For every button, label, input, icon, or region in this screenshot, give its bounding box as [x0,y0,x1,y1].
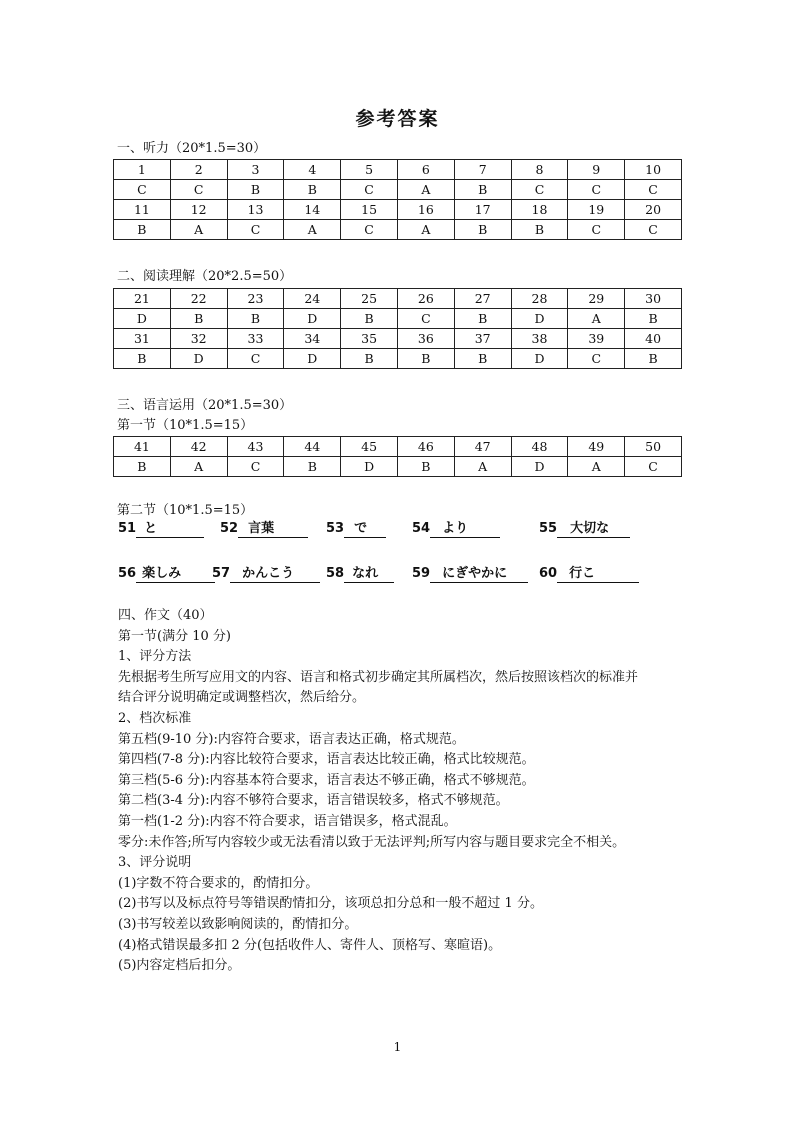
blank-answer-58 [326,565,394,583]
blank-answer-60 [539,565,639,583]
writing-part1-heading: 第一节(满分 10 分) [118,628,231,644]
table-cell: C [170,180,227,200]
table-cell: C [625,457,682,477]
text-line: 第二档(3-4 分):内容不够符合要求，语言错误较多，格式不够规范。 [118,793,509,809]
table-cell: 36 [397,329,454,349]
table-cell: 38 [511,329,568,349]
table-cell: 9 [568,160,625,180]
table-cell: D [170,349,227,369]
table-cell: 7 [454,160,511,180]
table-cell: A [170,457,227,477]
reading-heading: 二、阅读理解（20*2.5=50） [117,269,293,284]
table-cell: C [397,309,454,329]
table-cell: B [227,309,284,329]
table-cell: B [284,457,341,477]
table-cell: 37 [454,329,511,349]
table-cell: 31 [114,329,171,349]
table-cell: B [114,349,171,369]
table-cell: 49 [568,437,625,457]
table-cell: 20 [625,200,682,220]
blank-answer-59 [412,565,528,583]
language-use-heading: 三、语言运用（20*1.5=30） [117,398,293,413]
table-cell: 41 [114,437,171,457]
table-cell: 43 [227,437,284,457]
grade-standard-heading: 2、档次标准 [118,710,192,726]
table-cell: D [511,457,568,477]
reading-rows [114,289,682,369]
blank-answer-text: 大切な [557,520,630,538]
table-cell: C [341,180,398,200]
table-cell: 45 [341,437,398,457]
table-cell: 30 [625,289,682,309]
table-cell: 48 [511,437,568,457]
table-cell: B [397,349,454,369]
table-cell: 14 [284,200,341,220]
table-cell: A [454,457,511,477]
table-row [114,160,682,180]
text-line: 第一档(1-2 分):内容不符合要求，语言错误多，格式混乱。 [118,813,457,829]
blank-answer-57 [212,565,320,583]
page-title: 参考答案 [355,108,440,130]
table-cell: 12 [170,200,227,220]
blank-answer-53 [326,520,386,538]
listening-heading: 一、听力（20*1.5=30） [117,141,267,156]
text-line: 第五档(9-10 分):内容符合要求，语言表达正确，格式规范。 [118,731,465,747]
table-cell: B [511,220,568,240]
table-cell: D [284,349,341,369]
table-cell: B [227,180,284,200]
table-cell: A [170,220,227,240]
writing-section [118,606,638,977]
text-line: 第三档(5-6 分):内容基本符合要求，语言表达不够正确，格式不够规范。 [118,772,535,788]
table-cell: 3 [227,160,284,180]
table-cell: 13 [227,200,284,220]
blank-answer-text: で [344,520,386,538]
blank-number: 55 [539,521,558,536]
table-cell: 6 [397,160,454,180]
blank-answer-text: より [430,520,500,538]
blank-answer-56 [118,565,215,583]
scoring-notes-heading: 3、评分说明 [118,855,192,871]
scoring-method-heading: 1、评分方法 [118,649,192,665]
text-line: (1)字数不符合要求的，酌情扣分。 [118,875,319,891]
table-cell: 26 [397,289,454,309]
table-cell: B [170,309,227,329]
table-row [114,457,682,477]
table-cell: 40 [625,329,682,349]
blank-answer-text: 行こ [557,565,639,583]
blank-answer-51 [118,520,204,538]
table-cell: 44 [284,437,341,457]
table-cell: C [625,180,682,200]
blank-number: 58 [326,566,345,581]
table-cell: A [568,457,625,477]
table-cell: 32 [170,329,227,349]
table-cell: C [511,180,568,200]
table-cell: B [114,220,171,240]
blank-number: 53 [326,521,345,536]
blank-number: 54 [412,521,431,536]
table-cell: C [568,220,625,240]
blank-answer-text: 言葉 [238,520,308,538]
blank-answer-54 [412,520,500,538]
language-use-answer-table [113,436,682,477]
text-line: 零分:未作答;所写内容较少或无法看清以致于无法评判;所写内容与题目要求完全不相关。 [118,834,626,850]
blank-number: 51 [118,521,137,536]
table-cell: B [114,457,171,477]
table-cell: D [341,457,398,477]
table-cell: 15 [341,200,398,220]
table-cell: B [341,349,398,369]
table-cell: D [114,309,171,329]
table-cell: B [454,220,511,240]
table-cell: B [625,309,682,329]
table-cell: B [397,457,454,477]
table-cell: 28 [511,289,568,309]
table-cell: 25 [341,289,398,309]
table-cell: 5 [341,160,398,180]
table-row [114,200,682,220]
table-cell: 33 [227,329,284,349]
page-number: 1 [393,1040,402,1054]
table-cell: 29 [568,289,625,309]
table-cell: C [568,349,625,369]
table-cell: 17 [454,200,511,220]
table-cell: A [397,220,454,240]
table-cell: C [568,180,625,200]
language-use-rows [114,437,682,477]
table-cell: 1 [114,160,171,180]
table-cell: B [341,309,398,329]
listening-answer-table [113,159,682,240]
table-cell: 35 [341,329,398,349]
table-cell: 23 [227,289,284,309]
text-line: 结合评分说明确定或调整档次，然后给分。 [118,690,366,706]
blank-number: 57 [212,566,231,581]
table-cell: D [511,349,568,369]
table-cell: 8 [511,160,568,180]
text-line: (3)书写较差以致影响阅读的，酌情扣分。 [118,916,358,932]
blank-answer-text: 楽しみ [136,565,215,583]
table-cell: 18 [511,200,568,220]
table-cell: B [454,180,511,200]
text-line: (4)格式错误最多扣 2 分(包括收件人、寄件人、顶格写、寒暄语)。 [118,937,502,953]
language-use-part2-heading: 第二节（10*1.5=15） [117,503,254,518]
table-cell: C [114,180,171,200]
table-cell: 16 [397,200,454,220]
table-cell: 24 [284,289,341,309]
table-row [114,329,682,349]
table-cell: C [625,220,682,240]
table-cell: 39 [568,329,625,349]
text-line: 第四档(7-8 分):内容比较符合要求，语言表达比较正确，格式比较规范。 [118,752,535,768]
table-cell: 19 [568,200,625,220]
table-row [114,180,682,200]
language-use-part1-heading: 第一节（10*1.5=15） [117,418,254,433]
writing-heading: 四、作文（40） [118,608,213,623]
table-cell: 34 [284,329,341,349]
table-cell: 42 [170,437,227,457]
table-cell: C [227,457,284,477]
table-cell: C [227,349,284,369]
table-cell: A [568,309,625,329]
table-cell: A [397,180,454,200]
table-cell: 10 [625,160,682,180]
table-cell: 11 [114,200,171,220]
table-cell: 47 [454,437,511,457]
table-row [114,220,682,240]
blank-answer-text: と [136,520,204,538]
blank-number: 60 [539,566,558,581]
table-cell: B [284,180,341,200]
table-cell: 50 [625,437,682,457]
blank-number: 52 [220,521,239,536]
table-cell: B [625,349,682,369]
blank-answer-55 [539,520,630,538]
table-row [114,309,682,329]
table-cell: 27 [454,289,511,309]
table-row [114,349,682,369]
listening-rows [114,160,682,240]
table-cell: 21 [114,289,171,309]
table-row [114,289,682,309]
text-line: 先根据考生所写应用文的内容、语言和格式初步确定其所属档次，然后按照该档次的标准并 [118,669,639,685]
table-cell: C [227,220,284,240]
reading-answer-table [113,288,682,369]
table-row [114,437,682,457]
table-cell: D [511,309,568,329]
table-cell: B [454,309,511,329]
table-cell: 46 [397,437,454,457]
table-cell: 22 [170,289,227,309]
table-cell: D [284,309,341,329]
blank-answer-52 [220,520,308,538]
blank-number: 59 [412,566,431,581]
blank-answer-text: にぎやかに [430,565,528,583]
table-cell: 4 [284,160,341,180]
table-cell: 2 [170,160,227,180]
blank-number: 56 [118,566,137,581]
blank-answer-text: かんこう [230,565,320,583]
table-cell: B [454,349,511,369]
text-line: (5)内容定档后扣分。 [118,958,241,974]
blank-answer-text: なれ [344,565,394,583]
text-line: (2)书写以及标点符号等错误酌情扣分，该项总扣分总和一般不超过 1 分。 [118,896,543,912]
table-cell: C [341,220,398,240]
table-cell: A [284,220,341,240]
